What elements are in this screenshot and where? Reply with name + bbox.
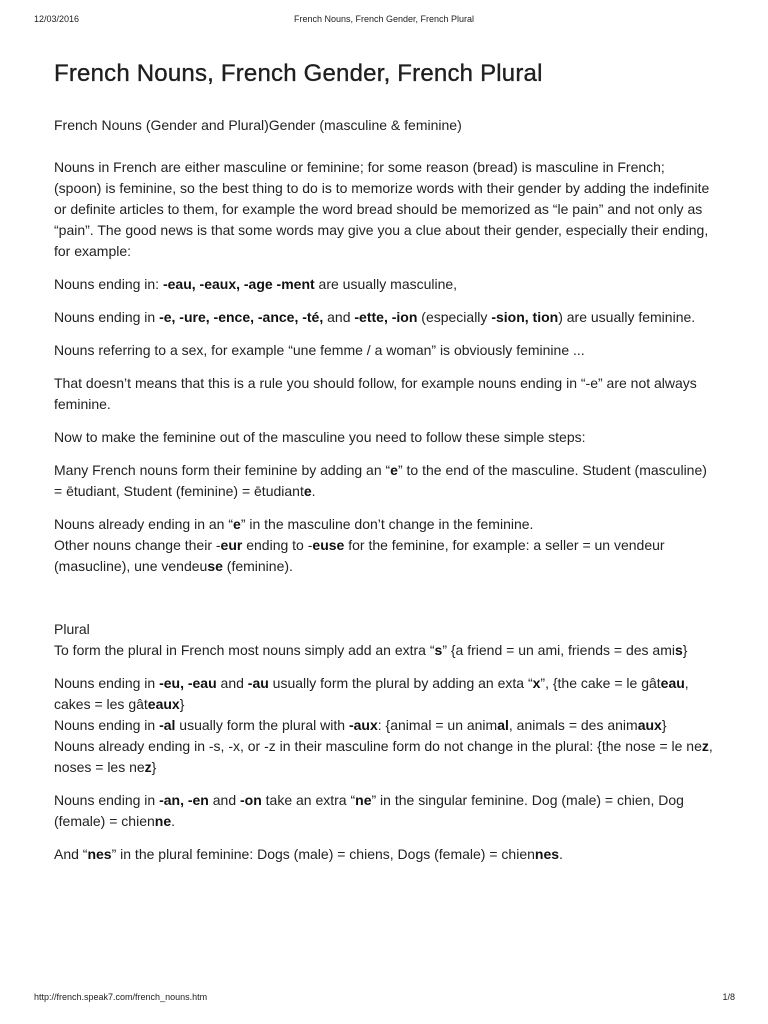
plural-s-paragraph: To form the plural in French most nouns simply add an extra “s” {a friend = un ami, friends = des amis} <box>54 642 688 658</box>
plural-aux-paragraph: Nouns ending in -al usually form the plural with -aux: {animal = un animal, animals = des animaux} <box>54 717 667 733</box>
page-number: 1/8 <box>722 992 735 1002</box>
masculine-endings-paragraph: Nouns ending in: -eau, -eaux, -age -ment are usually masculine, <box>54 276 458 292</box>
section-spacer <box>54 589 714 619</box>
print-header <box>0 14 768 28</box>
add-e-paragraph: Many French nouns form their feminine by adding an “e” to the end of the masculine. Student (masculine) = ētudiant, Student (feminine) = ētudiante. <box>54 462 707 499</box>
plural-heading: Plural <box>54 621 90 637</box>
subtitle: French Nouns (Gender and Plural)Gender (masculine & feminine) <box>54 117 462 133</box>
feminine-steps-intro: Now to make the feminine out of the masculine you need to follow these simple steps: <box>54 429 586 445</box>
page-title: French Nouns, French Gender, French Plural <box>54 60 543 87</box>
eur-euse-paragraph: Other nouns change their -eur ending to -euse for the feminine, for example: a seller = un vendeur (masucline), une vendeuse (feminine). <box>54 537 665 574</box>
ending-e-paragraph: Nouns already ending in an “e” in the masculine don’t change in the feminine. <box>54 516 534 532</box>
print-date: 12/03/2016 <box>34 14 80 24</box>
feminine-ne-paragraph: Nouns ending in -an, -en and -on take an extra “ne” in the singular feminine. Dog (male) = chien, Dog (female) = chienne. <box>54 792 684 829</box>
print-footer <box>0 992 768 1006</box>
plural-feminine-nes-paragraph: And “nes” in the plural feminine: Dogs (male) = chiens, Dogs (female) = chiennes. <box>54 846 563 862</box>
source-url: http://french.speak7.com/french_nouns.htm <box>34 992 208 1002</box>
plural-unchanged-paragraph: Nouns already ending in -s, -x, or -z in their masculine form do not change in the plural: {the nose = le nez, noses = les nez} <box>54 738 713 775</box>
sex-nouns-paragraph: Nouns referring to a sex, for example “une femme / a woman” is obviously feminine ... <box>54 342 585 358</box>
feminine-endings-paragraph: Nouns ending in -e, -ure, -ence, -ance, -té, and -ette, -ion (especially -sion, tion) are usually feminine. <box>54 309 696 325</box>
intro-paragraph: Nouns in French are either masculine or feminine; for some reason (bread) is masculine in French; (spoon) is feminine, so the best thing to do is to memorize words with their gender by adding the indefinite or definite articles to them, for example the word bread should be memorized as “le pain” and not only as “pain”. The good news is that some words may give you a clue about their gender, especially their ending, for example: <box>54 159 710 259</box>
document-body <box>54 60 714 877</box>
print-header-title: French Nouns, French Gender, French Plural <box>293 14 475 24</box>
plural-x-paragraph: Nouns ending in -eu, -eau and -au usually form the plural by adding an exta “x”, {the cake = le gâteau, cakes = les gâteaux} <box>54 675 689 712</box>
rule-caveat-paragraph: That doesn’t means that this is a rule you should follow, for example nouns ending in “-e” are not always feminine. <box>54 375 697 412</box>
